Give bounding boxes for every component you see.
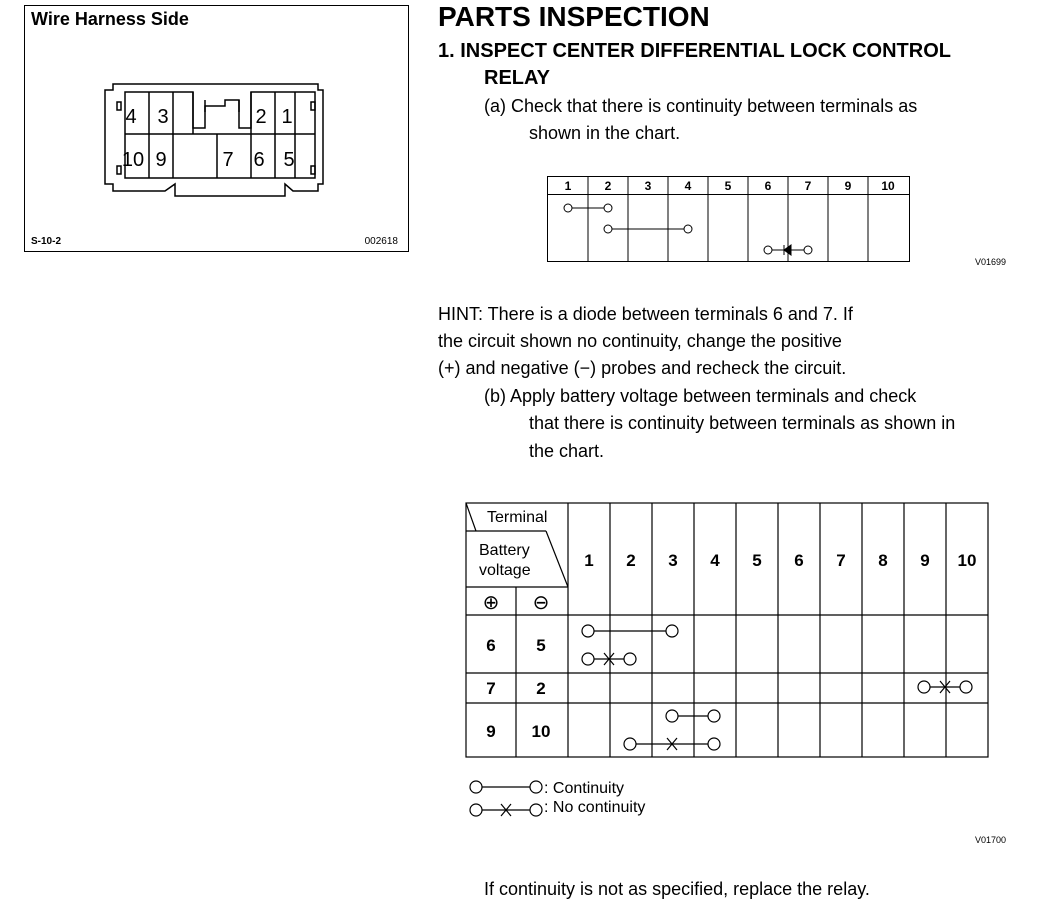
terminal-header: 4 (684, 179, 692, 193)
header-battery: Battery (479, 542, 530, 559)
terminal-header: 10 (881, 179, 895, 193)
terminal-header: 2 (604, 179, 612, 193)
connector-title: Wire Harness Side (31, 9, 189, 29)
legend-no-continuity: : No continuity (544, 799, 646, 816)
terminal-header: 5 (724, 179, 732, 193)
negative-symbol: ⊖ (532, 592, 550, 614)
pin-label: 6 (253, 149, 265, 171)
step-heading-cont: RELAY (484, 67, 550, 89)
connector-figure (24, 5, 409, 252)
pin-label: 5 (283, 149, 295, 171)
pin-label: 2 (255, 106, 267, 128)
terminal-header: 9 (920, 551, 930, 570)
terminal-header: 2 (626, 551, 636, 570)
terminal-header: 3 (668, 551, 678, 570)
row-negative: 2 (536, 679, 546, 698)
terminal-header: 6 (764, 179, 772, 193)
pin-label: 9 (155, 149, 167, 171)
connector-drawing (25, 6, 408, 251)
pin-label: 10 (121, 149, 145, 171)
pin-label: 3 (157, 106, 169, 128)
hint-text: (+) and negative (−) probes and recheck the circuit. (438, 358, 847, 378)
terminal-header: 9 (844, 179, 852, 193)
header-battery: voltage (479, 562, 531, 579)
figure-code: 002618 (364, 236, 398, 247)
step-a-text-cont: shown in the chart. (529, 123, 681, 143)
step-b-text: that there is continuity between terminals as shown in (529, 413, 956, 433)
figure-code: S-10-2 (31, 236, 62, 247)
terminal-header: 5 (752, 551, 762, 570)
terminal-header: 1 (584, 551, 594, 570)
terminal-header: 4 (710, 551, 720, 570)
terminal-header: 7 (836, 551, 846, 570)
hint-text: the circuit shown no continuity, change the positive (438, 331, 842, 351)
figure-code: V01700 (975, 835, 1007, 845)
row-negative: 5 (536, 636, 546, 655)
step-a-text: (a) Check that there is continuity between terminals as (484, 96, 918, 116)
page-title: PARTS INSPECTION (438, 1, 710, 32)
pin-label: 7 (222, 149, 234, 171)
row-positive: 6 (486, 636, 496, 655)
terminal-header: 6 (794, 551, 804, 570)
hint-text: HINT: There is a diode between terminals 6 and 7. If (438, 304, 853, 324)
pin-label: 4 (125, 106, 137, 128)
terminal-header: 1 (564, 179, 572, 193)
terminal-header: 8 (878, 551, 888, 570)
step-b-text: (b) Apply battery voltage between terminals and check (484, 386, 917, 406)
terminal-header: 3 (644, 179, 652, 193)
header-terminal: Terminal (487, 509, 548, 526)
row-positive: 7 (486, 679, 496, 698)
step-b-text: the chart. (529, 441, 605, 461)
row-negative: 10 (531, 722, 551, 741)
continuity-chart-2 (460, 497, 1000, 827)
terminal-header: 10 (957, 551, 977, 570)
positive-symbol: ⊕ (482, 592, 500, 614)
continuity-chart-1 (540, 170, 1020, 270)
terminal-header: 7 (804, 179, 812, 193)
row-positive: 9 (486, 722, 496, 741)
footer-text: If continuity is not as specified, replace the relay. (484, 879, 870, 899)
step-heading: 1. INSPECT CENTER DIFFERENTIAL LOCK CONTROL (438, 40, 951, 62)
legend-continuity: : Continuity (544, 780, 625, 797)
pin-label: 1 (281, 106, 293, 128)
figure-code: V01699 (975, 257, 1007, 267)
